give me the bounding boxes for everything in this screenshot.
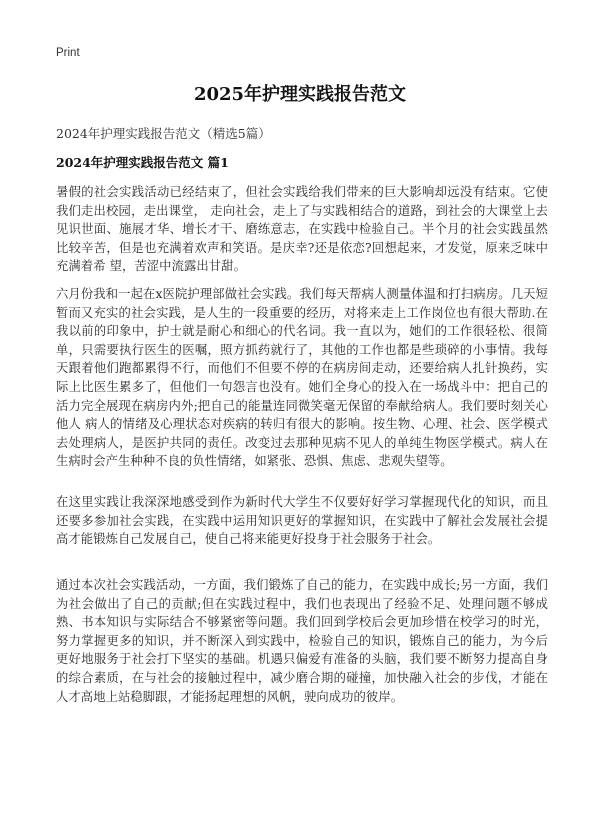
page-title: 2025年护理实践报告范文 (193, 84, 407, 105)
paragraph-4: 通过本次社会实践活动，一方面，我们锻炼了自己的能力，在实践中成长;另一方面，我们为社会做出了自己的贡献;但在实践过程中，我们也表现出了经验不足、处理问题不够成熟、书本知识与实际结合不够紧密等问题。我们回到学校后会更加珍惜在校学习的时光，努力掌握更多的知识，并不断深入到实践中，检验自己的知识，锻炼自己的能力，为今后更好地服务于社会打下坚实的基础。机遇只偏爱有准备的头脑，我们要不断努力提高自身的综合素质，在与社会的接触过程中，减少磨合期的碰撞，加快融入社会的步伐，才能在人才高地上站稳脚跟，才能扬起理想的风帆，驶向成功的彼岸。 (56, 578, 548, 704)
print-link[interactable]: Print (56, 47, 80, 59)
paragraph-3: 在这里实践让我深深地感受到作为新时代大学生不仅要好好学习掌握现代化的知识，而且还要多参加社会实践，在实践中运用知识更好的掌握知识，在实践中了解社会发展社会提高才能锻炼自己发展自己，使自己将来能更好投身于社会服务于社会。 (56, 495, 548, 547)
document-subtitle: 2024年护理实践报告范文（精选5篇） (56, 126, 271, 141)
section-heading: 2024年护理实践报告范文 篇1 (56, 155, 229, 170)
paragraph-2: 六月份我和一起在x医院护理部做社会实践。我们每天帮病人测量体温和打扫病房。几天短暂而又充实的社会实践，是人生的一段重要的经历，对将来走上工作岗位也有很大帮助.在我以前的印象中，护士就是耐心和细心的代名词。我一直以为，她们的工作很轻松、很简单，只需要执行医生的医嘱，照方抓药就行了，其他的工作也都是些琐碎的小事情。我每天跟着他们跑都累得不行，而他们不但要不停的在病房间走动，还要给病人扎针换药，实际上比医生累多了，但他们一句怨言也没有。她们全身心的投入在一场战斗中：把自己的活力完全展现在病房内外;把自己的能量连同微笑毫无保留的奉献给病人。我们要时刻关心他人 病人的情绪及心理状态对疾病的转归有很大的影响。按生物、心理、社会、医学模式去处理病人，是医护共同的责任。改变过去那种见病不见人的单纯生物医学模式。病人在生病时会产生种种不良的负性情绪，如紧张、恐惧、焦虑、悲观失望等。 (56, 287, 548, 469)
paragraph-1: 暑假的社会实践活动已经结束了，但社会实践给我们带来的巨大影响却远没有结束。它使我们走出校园，走出课堂， 走向社会，走上了与实践相结合的道路，到社会的大课堂上去见识世面、施展才华、增长才干、磨练意志，在实践中检验自己。半个月的社会实践虽然比较辛苦，但是也充满着欢声和笑语。是庆幸?还是依恋?回想起来，才发觉，原来乏味中充满着希 望，苦涩中流露出甘甜。 (56, 185, 548, 274)
